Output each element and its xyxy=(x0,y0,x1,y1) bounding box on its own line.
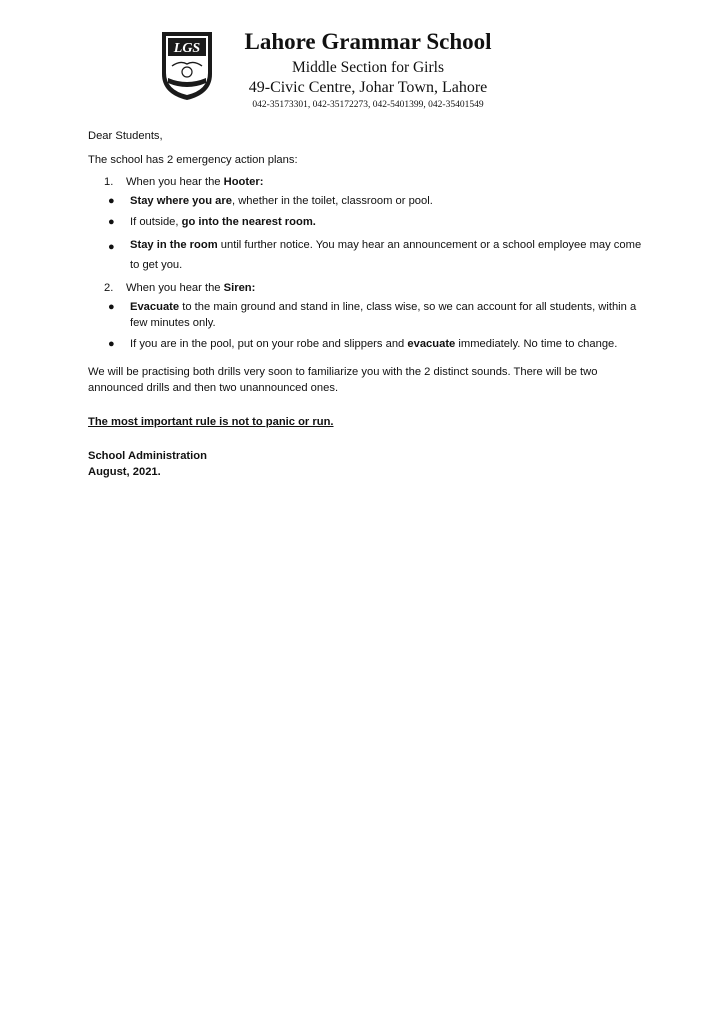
bullet-icon: ● xyxy=(108,301,115,313)
practice-paragraph: We will be practising both drills very soon to familiarize you with the 2 distinct sounds. There will be two announced drills and then two unannounced ones. xyxy=(88,366,598,394)
plan-2-heading xyxy=(88,280,648,296)
intro: The school has 2 emergency action plans: xyxy=(88,154,298,166)
letter-date: August, 2021. xyxy=(88,466,161,478)
letterhead xyxy=(0,0,724,112)
greeting: Dear Students, xyxy=(88,130,163,142)
school-address: 49-Civic Centre, Johar Town, Lahore xyxy=(248,79,488,96)
plan-signal: Siren: xyxy=(223,282,256,294)
plan-number: 2. xyxy=(104,282,114,294)
list-item: ● Stay in the room until further notice. You may hear an announcement or a school employee may come to get you. xyxy=(108,239,642,271)
letter-body xyxy=(88,128,648,480)
plan-lead: When you hear the xyxy=(126,282,224,294)
important-rule: The most important rule is not to panic or run. xyxy=(88,416,334,428)
plan-1-heading xyxy=(88,174,648,190)
plan-lead: When you hear the xyxy=(126,176,224,188)
bullet-icon: ● xyxy=(108,216,115,228)
list-item: ● Evacuate to the main ground and stand in line, class wise, so we can account for all students, within a few minutes only. xyxy=(108,301,637,329)
list-item: ● If you are in the pool, put on your robe and slippers and evacuate immediately. No time to change. xyxy=(108,338,618,350)
school-phones: 042-35173301, 042-35172273, 042-5401399, 042-35401549 xyxy=(252,100,484,110)
list-item: ● If outside, go into the nearest room. xyxy=(108,216,316,228)
plan-number: 1. xyxy=(104,176,114,188)
signature: School Administration xyxy=(88,450,207,462)
school-section: Middle Section for Girls xyxy=(292,59,444,76)
school-crest-logo xyxy=(160,30,214,102)
list-item: ● Stay where you are, whether in the toilet, classroom or pool. xyxy=(108,195,433,207)
plan-signal: Hooter: xyxy=(223,176,264,188)
bullet-icon: ● xyxy=(108,338,115,350)
bullet-icon: ● xyxy=(108,241,115,253)
bullet-icon: ● xyxy=(108,195,115,207)
school-name: Lahore Grammar School xyxy=(244,29,492,54)
crest-monogram: LGS xyxy=(173,41,201,56)
